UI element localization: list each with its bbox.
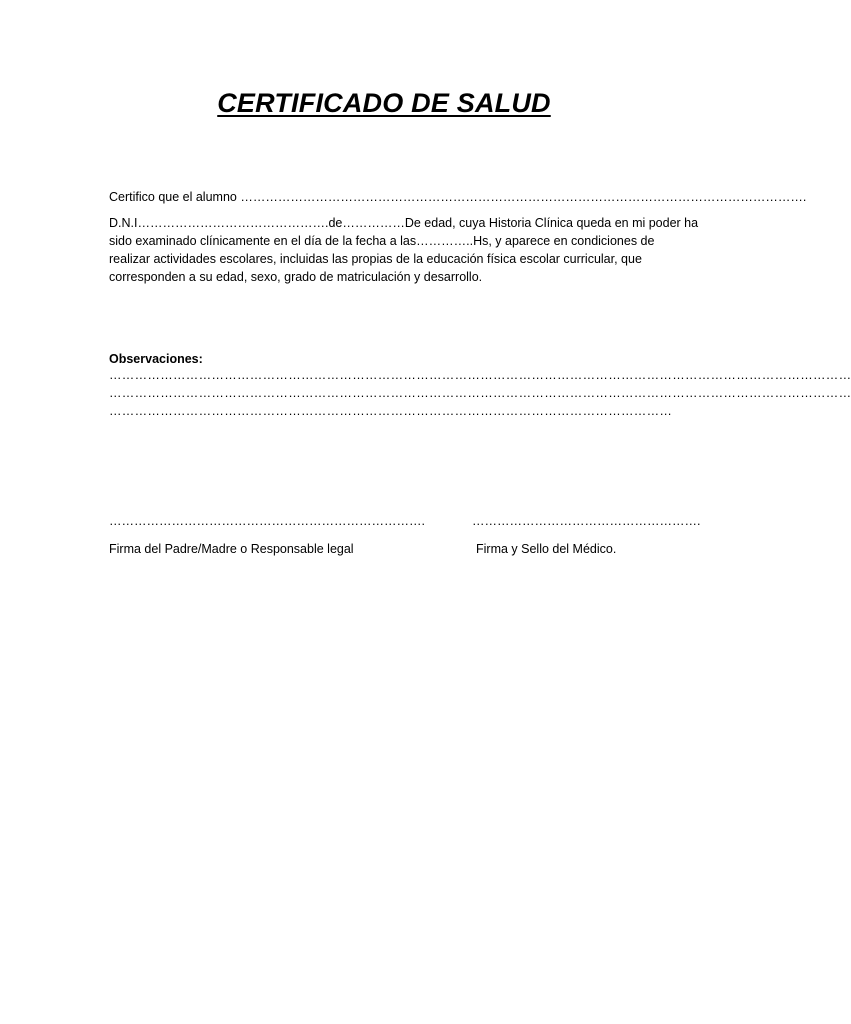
- page-title: CERTIFICADO DE SALUD: [217, 88, 551, 118]
- certifico-line: Certifico que el alumno ……………………………………………………………………………………………………………………….: [109, 190, 807, 204]
- doctor-signature-label: Firma y Sello del Médico.: [476, 542, 617, 556]
- parent-signature-line: ………………………………………………………………….: [109, 514, 425, 528]
- body-line: corresponden a su edad, sexo, grado de matriculación y desarrollo.: [109, 270, 483, 284]
- observaciones-heading: Observaciones:: [109, 352, 203, 366]
- certificate-body: [109, 214, 699, 286]
- observaciones-dotted-line: …………………………………………………………………………………………………………………………………………………………: [109, 368, 851, 382]
- doctor-signature-line: ……………………………………………….: [472, 514, 701, 528]
- parent-signature-label: Firma del Padre/Madre o Responsable legal: [109, 542, 354, 556]
- observaciones-dotted-line: …………………………………………………………………………………………………………………………………………………………: [109, 386, 851, 400]
- observaciones-lines: [109, 368, 851, 422]
- body-line: D.N.I……………………………………….de……………De edad, cuya Historia Clínica queda en mi poder ha: [109, 216, 699, 230]
- observaciones-dotted-line: ……………………………………………………………………………………………………………………: [109, 404, 673, 418]
- body-line: sido examinado clínicamente en el día de la fecha a las…………..Hs, y aparece en condiciones de: [109, 234, 655, 248]
- body-line: realizar actividades escolares, incluidas las propias de la educación física escolar curricular, que: [109, 252, 642, 266]
